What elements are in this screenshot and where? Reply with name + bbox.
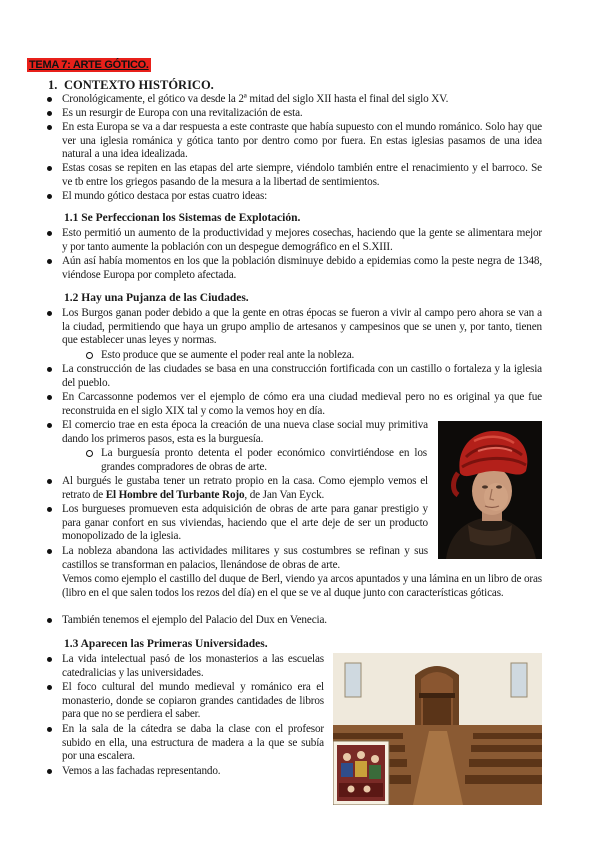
intro-bullet: Estas cosas se repiten en las etapas del arte siempre, viéndolo también entre el renacimiento y el barroco. Se ve tb entre los griegos pasando de la mesura a la libertad de sentimientos. xyxy=(62,162,542,188)
list-item: Aún así había momentos en los que la población disminuye debido a epidemias como la peste negra de 1348, viéndose Europa por completo afectada. xyxy=(62,255,542,281)
red-turban-portrait-image xyxy=(438,421,542,559)
subsection-heading: 1.1 Se Perfeccionan los Sistemas de Explotación. xyxy=(64,212,301,224)
university-lecture-hall-image xyxy=(333,653,542,805)
artwork-title: El Hombre del Turbante Rojo xyxy=(105,488,245,501)
list-item: Vemos a las fachadas representando. xyxy=(62,765,324,779)
portrait-text-pre: Al burgués le gustaba tener un retrato propio en la casa. Como ejemplo vemos el retrato de xyxy=(62,475,428,501)
section-title: CONTEXTO HISTÓRICO. xyxy=(64,78,214,92)
portrait-text-post: , de Jan Van Eyck. xyxy=(244,488,325,501)
list-item: En Carcassonne podemos ver el ejemplo de cómo era una ciudad medieval pero no es original ya que fue reconstruida en el siglo XIX tal y como la vemos hoy en día. xyxy=(62,391,542,417)
intro-bullet: En esta Europa se va a dar respuesta a este contraste que había supuesto con el mundo románico. Solo hay que ver una iglesia románica y gótica tanto por dentro como por fuera. En estas iglesias pasamos de una idea natural a una idea idealizada. xyxy=(62,121,542,161)
list-item: La vida intelectual pasó de los monasterios a las escuelas catedralicias y las universidades. xyxy=(62,653,324,679)
list-item: Los Burgos ganan poder debido a que la gente en otras épocas se fueron a vivir al campo pero ahora se van a la ciudad, permitiendo que haya un grupo amplio de artesanos y campesinos que se unen y, por tanto, tienen que establecer unas leyes y normas. xyxy=(62,307,542,347)
topic-title: TEMA 7: ARTE GÓTICO. xyxy=(29,59,149,71)
list-item: Esto permitió un aumento de la productividad y mejores cosechas, haciendo que la gente se alimentara mejor y por tanto aumente la población con un despegue demográfico en el S.XIII. xyxy=(62,227,542,253)
list-item: Los burgueses promueven esta adquisición de obras de arte para ganar prestigio y para ganar confort en sus viviendas, haciendo que el arte deje de ser un producto monopolizado de la iglesia. xyxy=(62,503,428,543)
list-subitem: Esto produce que se aumente el poder real ante la nobleza. xyxy=(101,349,541,363)
subsection-heading: 1.3 Aparecen las Primeras Universidades. xyxy=(64,638,268,650)
list-subitem: La burguesía pronto detenta el poder económico convirtiéndose en los grandes compradores de obras de arte. xyxy=(101,447,427,473)
list-item: En la sala de la cátedra se daba la clase con el profesor subido en ella, una estructura de madera a la que se subía por una escalera. xyxy=(62,723,324,763)
intro-bullet: El mundo gótico destaca por estas cuatro ideas: xyxy=(62,190,542,204)
list-item: La nobleza abandona las actividades militares y sus costumbres se refinan y sus castillos se transforman en palacios, llenándose de obras de arte. xyxy=(62,545,428,571)
list-item: La construcción de las ciudades se basa en una construcción fortificada con un castillo o fortaleza y la iglesia del pueblo. xyxy=(62,363,542,389)
list-item: El foco cultural del mundo medieval y románico era el monasterio, donde se copiaron grandes cantidades de libros para que no se perdiera el saber. xyxy=(62,681,324,721)
list-item: También tenemos el ejemplo del Palacio del Dux en Venecia. xyxy=(62,614,542,628)
section-heading xyxy=(48,78,214,93)
intro-bullet: Cronológicamente, el gótico va desde la 2ª mitad del siglo XII hasta el final del siglo XV. xyxy=(62,93,542,107)
list-item: El comercio trae en esta época la creación de una nueva clase social muy primitiva dando los primeros pasos, esta es la burguesía. xyxy=(62,419,428,445)
section-number: 1. xyxy=(48,78,58,92)
list-item xyxy=(62,475,428,502)
paragraph-continuation: Vemos como ejemplo el castillo del duque de Berl, viendo ya arcos apuntados y una lámina en un libro de oras (libro en el que salen todos los rezos del día) en el que se ve al duque junto con características góticas. xyxy=(62,573,542,599)
intro-bullet: Es un resurgir de Europa con una revitalización de esta. xyxy=(62,107,542,121)
subsection-heading: 1.2 Hay una Pujanza de las Ciudades. xyxy=(64,292,249,304)
